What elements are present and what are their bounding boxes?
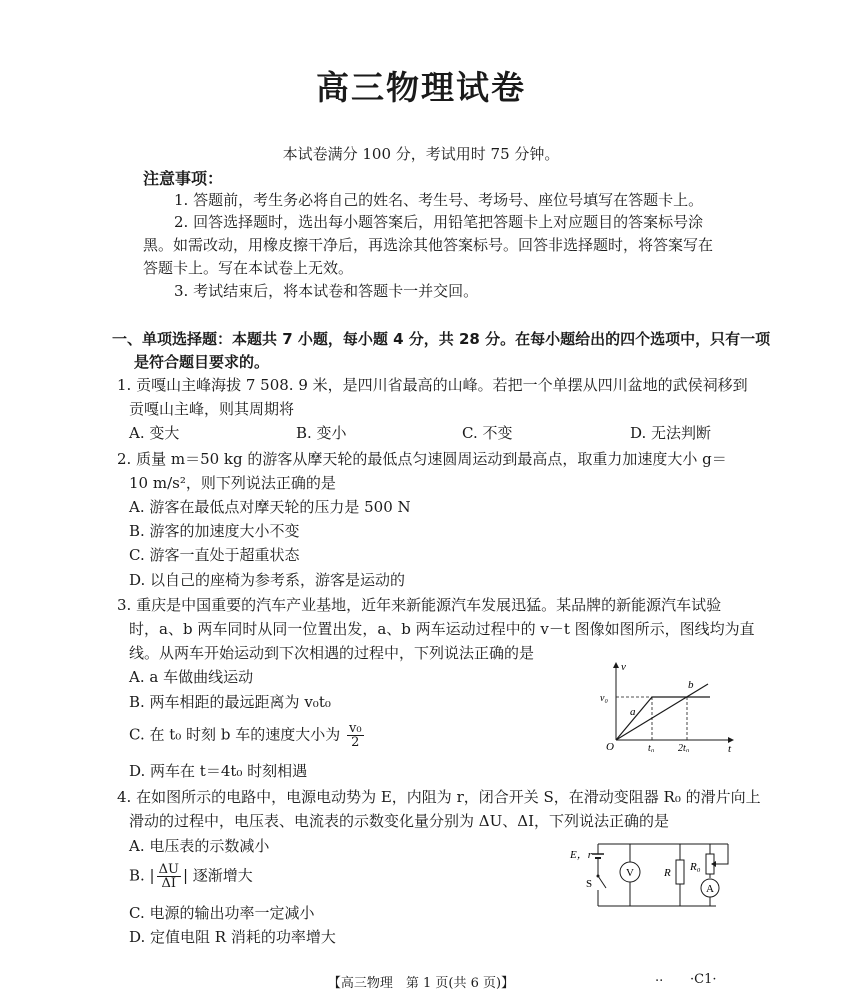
resistor-label: R <box>664 867 671 879</box>
line-a-rise <box>616 697 652 740</box>
q4-option-d: D. 定值电阻 R 消耗的功率增大 <box>129 928 336 946</box>
rheostat-slider-wire <box>716 844 728 864</box>
rheostat-label: R₀ <box>690 861 701 873</box>
switch-blade <box>598 876 606 888</box>
source-label: E，r <box>570 849 592 861</box>
q4-stem-line-1: 4. 在如图所示的电路中，电源电动势为 E，内阻为 r，闭合开关 S，在滑动变阻器 R₀ 的滑片向上 <box>117 788 761 806</box>
v-axis-arrow <box>613 662 619 668</box>
q3-fraction-denominator: 2 <box>351 735 360 750</box>
q1-option-c: C. 不变 <box>462 424 513 442</box>
q1-option-b: B. 变小 <box>296 424 347 442</box>
q4-option-b-suffix: | 逐渐增大 <box>182 866 253 885</box>
page-title: 高三物理试卷 <box>316 68 526 107</box>
q2-option-a: A. 游客在最低点对摩天轮的压力是 500 N <box>129 498 411 516</box>
q3-option-a: A. a 车做曲线运动 <box>129 668 254 686</box>
resistor-icon <box>676 860 684 884</box>
voltmeter-label: V <box>626 867 634 879</box>
q1-option-a: A. 变大 <box>129 424 180 442</box>
q3-stem-line-2: 时，a、b 两车同时从同一位置出发，a、b 两车运动过程中的 v－t 图像如图所示，图线均为直 <box>129 620 755 638</box>
footer-code: ·C1· <box>690 972 717 987</box>
notice-item-2-line-1: 2. 回答选择题时，选出每小题答案后，用铅笔把答题卡上对应题目的答案标号涂 <box>174 213 704 231</box>
notice-item-2-line-2: 黑。如需改动，用橡皮擦干净后，再选涂其他答案标号。回答非选择题时，将答案写在 <box>143 236 714 254</box>
graph-2t0-label: 2t₀ <box>678 743 690 752</box>
q2-option-d: D. 以自己的座椅为参考系，游客是运动的 <box>129 571 406 589</box>
q4-option-a: A. 电压表的示数减小 <box>129 837 270 855</box>
graph-b-label: b <box>688 679 694 691</box>
q3-option-b: B. 两车相距的最远距离为 v₀t₀ <box>129 693 331 711</box>
switch-label: S <box>586 878 593 890</box>
switch-pivot <box>597 875 600 878</box>
q4-option-c: C. 电源的输出功率一定减小 <box>129 904 315 922</box>
graph-t0-label: t₀ <box>648 743 655 752</box>
footer-dots: .. <box>655 970 664 985</box>
q1-stem-line-1: 1. 贡嘎山主峰海拔 7 508. 9 米，是四川省最高的山峰。若把一个单摆从四川盆地的武侯祠移到 <box>117 376 748 394</box>
graph-t-label: t <box>728 743 732 752</box>
q3-fraction-numerator: v₀ <box>348 721 362 736</box>
q3-option-c-text: C. 在 t₀ 时刻 b 车的速度大小为 <box>129 725 341 744</box>
graph-v0-label: v₀ <box>600 693 608 704</box>
graph-v-label: v <box>621 661 626 673</box>
q4-option-b <box>129 863 253 890</box>
q1-stem-line-2: 贡嘎山主峰，则其周期将 <box>129 400 295 418</box>
notice-item-1: 1. 答题前，考生务必将自己的姓名、考生号、考场号、座位号填写在答题卡上。 <box>174 191 704 209</box>
section-1-heading: 一、单项选择题：本题共 7 小题，每小题 4 分，共 28 分。在每小题给出的四个选项中，只有一项 <box>112 330 771 348</box>
q3-stem-line-3: 线。从两车开始运动到下次相遇的过程中，下列说法正确的是 <box>129 644 535 662</box>
q3-option-c <box>129 722 366 749</box>
q4-stem-line-2: 滑动的过程中，电压表、电流表的示数变化量分别为 ΔU、ΔI，下列说法正确的是 <box>129 812 670 830</box>
q3-option-d: D. 两车在 t＝4t₀ 时刻相遇 <box>129 762 308 780</box>
graph-a-label: a <box>630 706 636 718</box>
q1-option-d: D. 无法判断 <box>630 424 712 442</box>
q2-stem-line-1: 2. 质量 m＝50 kg 的游客从摩天轮的最低点匀速圆周运动到最高点，取重力加速度大小 g＝ <box>117 450 727 468</box>
q4-option-b-fraction <box>157 863 181 890</box>
ammeter-label: A <box>706 883 714 895</box>
q3-option-c-fraction <box>347 722 364 749</box>
q2-option-c: C. 游客一直处于超重状态 <box>129 546 300 564</box>
page-footer: 【高三物理 第 1 页(共 6 页)】 <box>327 976 515 991</box>
q3-stem-line-1: 3. 重庆是中国重要的汽车产业基地，近年来新能源汽车发展迅猛。某品牌的新能源汽车试验 <box>117 596 722 614</box>
section-1-heading-cont: 是符合题目要求的。 <box>134 353 270 371</box>
notice-item-3: 3. 考试结束后，将本试卷和答题卡一并交回。 <box>174 282 479 300</box>
graph-origin: O <box>606 741 614 752</box>
q2-option-b: B. 游客的加速度大小不变 <box>129 522 300 540</box>
notice-item-2-line-3: 答题卡上。写在本试卷上无效。 <box>143 259 354 277</box>
notice-heading: 注意事项： <box>143 169 224 188</box>
q2-stem-line-2: 10 m/s²，则下列说法正确的是 <box>129 474 336 492</box>
vt-graph <box>598 660 738 752</box>
q4-fraction-denominator: ΔI <box>161 876 177 891</box>
q4-fraction-numerator: ΔU <box>158 862 179 877</box>
circuit-diagram <box>568 836 748 912</box>
exam-info: 本试卷满分 100 分，考试用时 75 分钟。 <box>282 145 560 163</box>
q4-option-b-prefix: B. | <box>129 866 155 885</box>
